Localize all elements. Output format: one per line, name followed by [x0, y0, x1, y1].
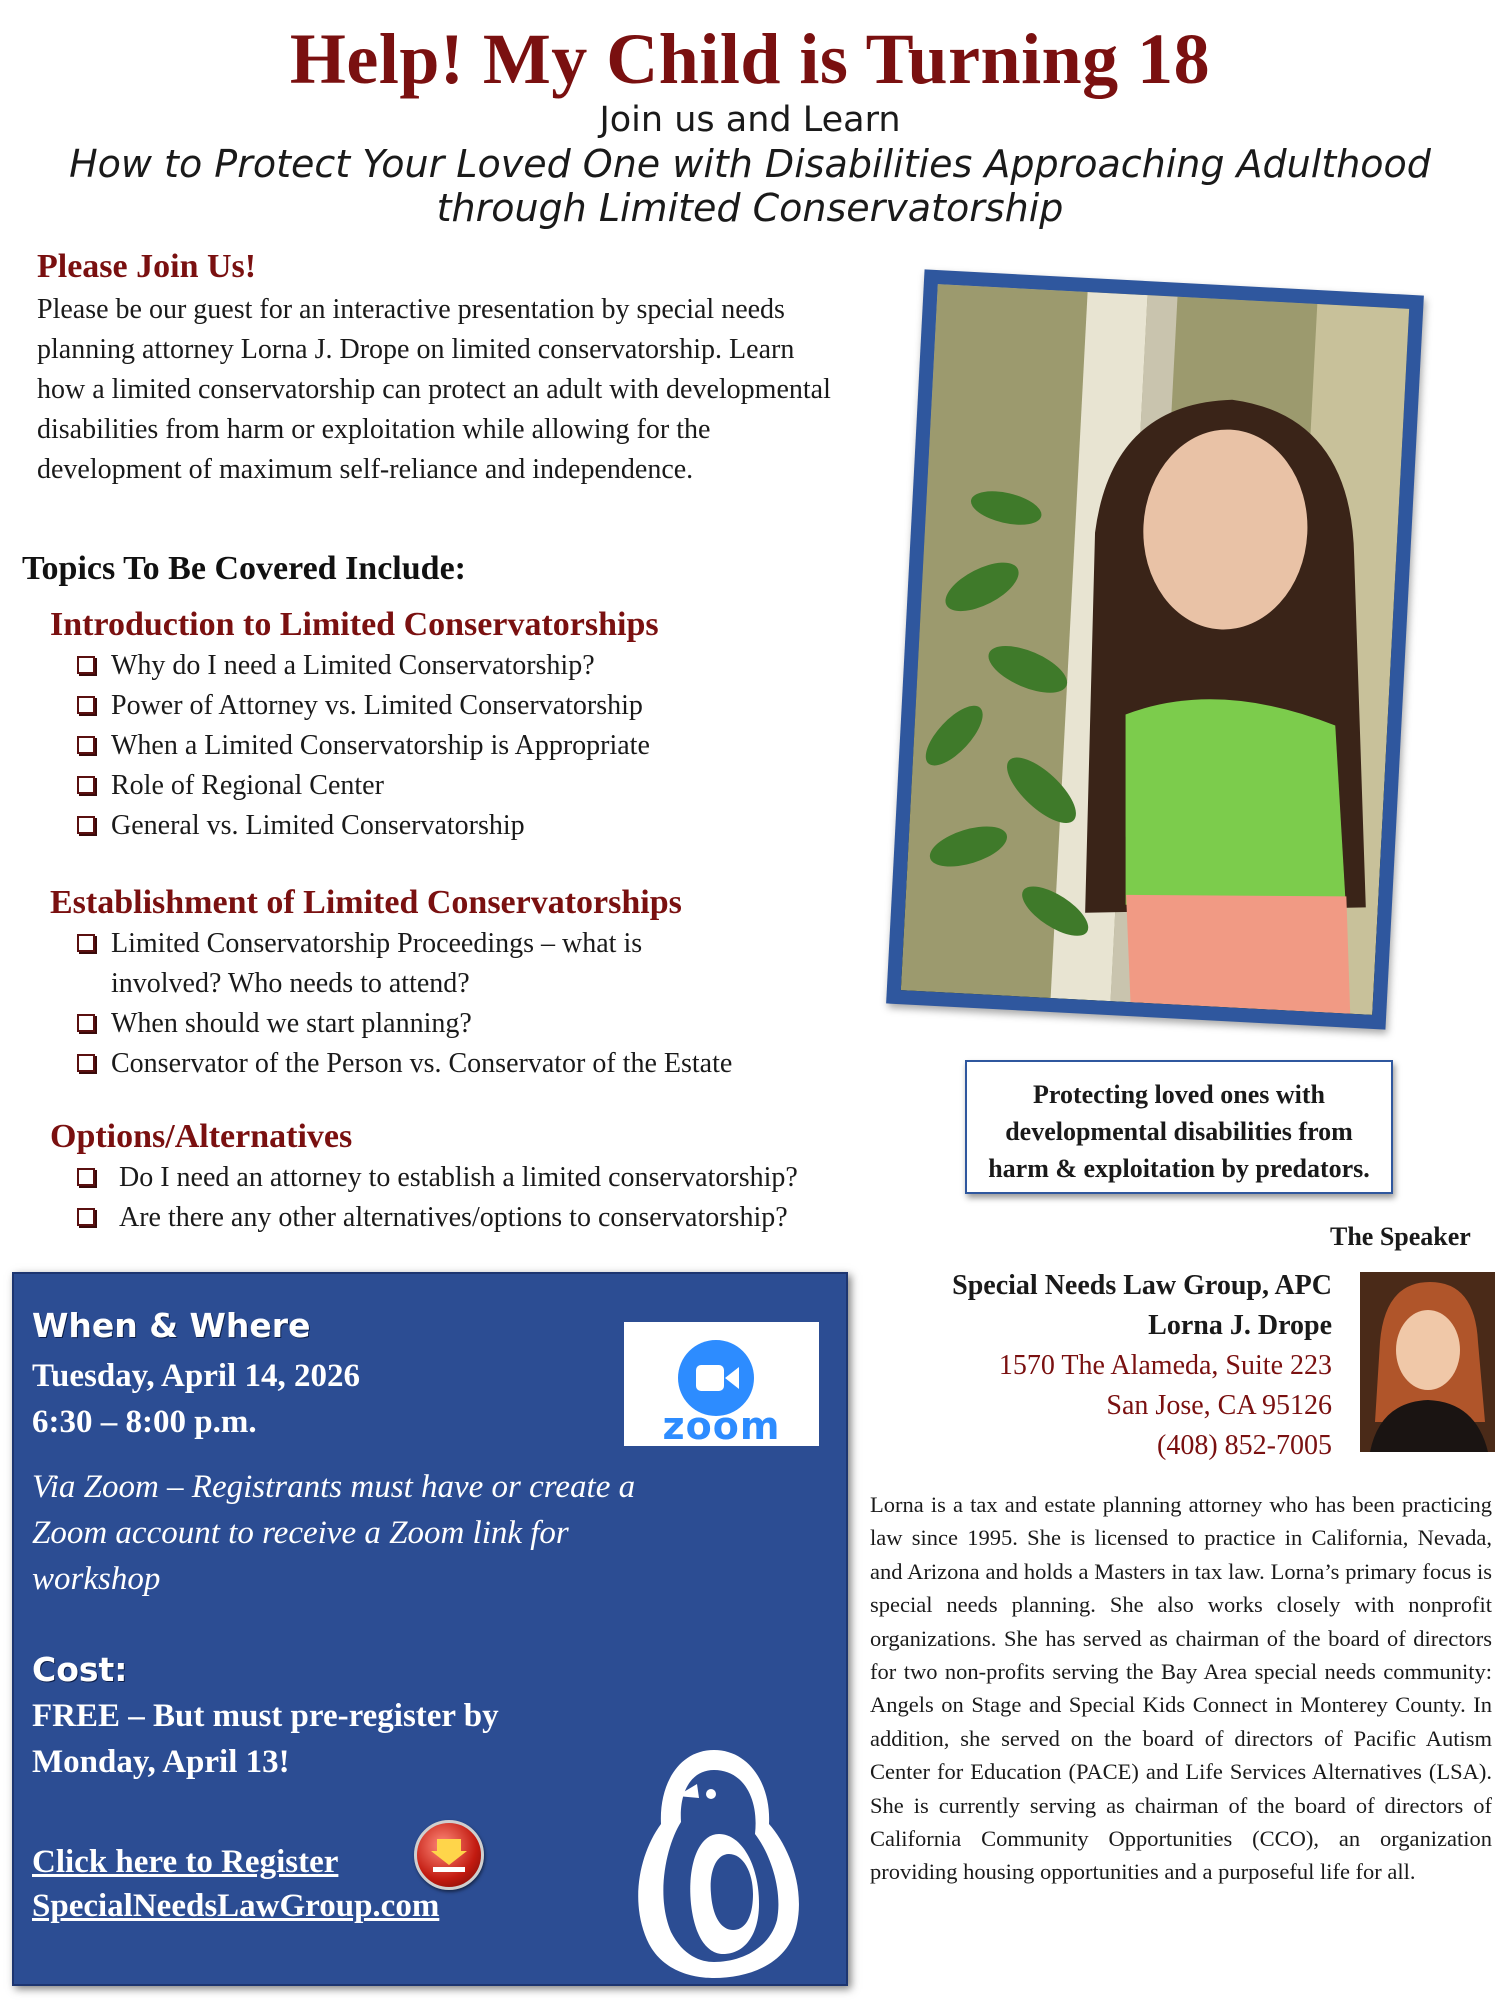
list-item	[75, 924, 795, 1004]
checkbox-icon	[77, 696, 95, 714]
tagline-line-1: How to Protect Your Loved One with Disabilities Approaching Adulthood	[69, 142, 1431, 186]
topic-list	[75, 1158, 930, 1238]
speaker-contact	[780, 1266, 1332, 1466]
list-item-text: Limited Conservatorship Proceedings – what is involved? Who needs to attend?	[111, 928, 643, 999]
list-item-text: Power of Attorney vs. Limited Conservatorship	[111, 690, 643, 721]
cost-line-1: FREE – But must pre-register by	[32, 1698, 499, 1734]
cost-heading: Cost:	[32, 1650, 128, 1689]
topic-list	[75, 646, 850, 846]
arrow-head	[431, 1851, 467, 1865]
list-item-text: General vs. Limited Conservatorship	[111, 810, 525, 841]
checkbox-icon	[77, 1014, 95, 1032]
speaker-label: The Speaker	[1330, 1222, 1471, 1251]
address-line-2: San Jose, CA 95126	[1106, 1390, 1332, 1421]
zoom-note-line-2: Zoom account to receive a Zoom link for	[32, 1515, 569, 1551]
list-item	[75, 1198, 930, 1238]
phone-number: (408) 852-7005	[1157, 1430, 1332, 1461]
website-link[interactable]: SpecialNeedsLawGroup.com	[32, 1888, 440, 1924]
section-heading: Introduction to Limited Conservatorships	[50, 606, 659, 643]
topic-list	[75, 924, 795, 1084]
camera-body	[696, 1365, 724, 1391]
download-icon[interactable]	[414, 1820, 484, 1890]
list-item-text: Conservator of the Person vs. Conservator of the Estate	[111, 1048, 733, 1079]
zoom-wordmark: zoom	[662, 1404, 781, 1448]
checkbox-icon	[77, 1054, 95, 1072]
checkbox-icon	[77, 934, 95, 952]
topics-heading: Topics To Be Covered Include:	[22, 550, 466, 587]
featured-photo	[901, 284, 1409, 1015]
list-item	[75, 806, 850, 846]
join-heading: Please Join Us!	[37, 248, 257, 285]
caption-line-2: developmental disabilities from	[1005, 1117, 1353, 1146]
cost-line-2: Monday, April 13!	[32, 1744, 290, 1780]
list-item	[75, 646, 850, 686]
page-subtitle: Join us and Learn	[599, 100, 901, 140]
intro-paragraph: Please be our guest for an interactive presentation by special needs planning attorney Lorna J. Drope on limited conservatorship. Learn how a limited conservatorship can protect an adult with developmental disabilities from harm or exploitation while allowing for the development of maximum self-reliance and independence.	[37, 294, 831, 485]
checkbox-icon	[77, 776, 95, 794]
checkbox-icon	[77, 1168, 95, 1186]
event-heading: When & Where	[32, 1306, 311, 1345]
list-item-text: Why do I need a Limited Conservatorship?	[111, 650, 595, 681]
list-item	[75, 1158, 930, 1198]
topic-section-options	[50, 1118, 930, 1238]
speaker-name: Lorna J. Drope	[1148, 1310, 1332, 1341]
list-item-text: When a Limited Conservatorship is Appropriate	[111, 730, 650, 761]
checkbox-icon	[77, 1208, 95, 1226]
register-link[interactable]: Click here to Register	[32, 1844, 339, 1880]
caption-line-1: Protecting loved ones with	[1033, 1080, 1325, 1109]
section-heading: Options/Alternatives	[50, 1118, 353, 1155]
checkbox-icon	[77, 656, 95, 674]
speaker-photo	[1360, 1272, 1495, 1452]
zoom-note	[32, 1464, 832, 1602]
tagline	[0, 142, 1500, 230]
photo-caption	[965, 1060, 1393, 1194]
list-item-text: Are there any other alternatives/options to conservatorship?	[119, 1202, 788, 1233]
firm-name: Special Needs Law Group, APC	[952, 1270, 1332, 1301]
tagline-line-2: through Limited Conservatorship	[436, 186, 1064, 230]
speaker-portrait	[1360, 1272, 1495, 1452]
list-item	[75, 1044, 795, 1084]
topic-section-introduction	[50, 606, 850, 846]
topic-section-establishment	[50, 884, 870, 1084]
list-item	[75, 726, 850, 766]
photo-illustration	[901, 284, 1409, 1015]
checkbox-icon	[77, 736, 95, 754]
list-item	[75, 686, 850, 726]
page-title: Help! My Child is Turning 18	[289, 19, 1211, 99]
list-item-text: Do I need an attorney to establish a limited conservatorship?	[119, 1162, 798, 1193]
camera-lens	[725, 1367, 739, 1389]
list-item-text: When should we start planning?	[111, 1008, 472, 1039]
list-item	[75, 1004, 795, 1044]
event-time: 6:30 – 8:00 p.m.	[32, 1404, 257, 1440]
list-item	[75, 766, 850, 806]
speaker-bio: Lorna is a tax and estate planning attorney who has been practicing law since 1995. She is licensed to practice in California, Nevada, and Arizona and holds a Masters in tax law. Lorna’s primary focus is special needs planning. She also works closely with nonprofit organizations. She has served as chairman of the board of directors for two non-profits serving the Bay Area special needs community: Angels on Stage and Special Kids Connect in Monterey County. In addition, she served on the board of directors of Pacific Autism Center for Education (PACE) and Life Services Alternatives (LSA). She is currently serving as chairman of the board of directors of California Community Opportunities (CCO), an organization providing housing opportunities and a purposeful life for all.	[870, 1492, 1492, 1885]
section-heading: Establishment of Limited Conservatorships	[50, 884, 682, 921]
list-item-text: Role of Regional Center	[111, 770, 384, 801]
address-line-1: 1570 The Alameda, Suite 223	[998, 1350, 1332, 1381]
featured-photo-frame	[886, 269, 1424, 1029]
event-date: Tuesday, April 14, 2026	[32, 1358, 360, 1394]
arrow-base	[433, 1867, 465, 1872]
zoom-note-line-3: workshop	[32, 1561, 161, 1597]
caption-line-3: harm & exploitation by predators.	[988, 1154, 1370, 1183]
penguin-logo-icon	[619, 1744, 809, 1980]
zoom-note-line-1: Via Zoom – Registrants must have or create a	[32, 1469, 636, 1505]
arrow-shaft	[437, 1839, 461, 1851]
event-details-panel	[12, 1272, 848, 1986]
checkbox-icon	[77, 816, 95, 834]
